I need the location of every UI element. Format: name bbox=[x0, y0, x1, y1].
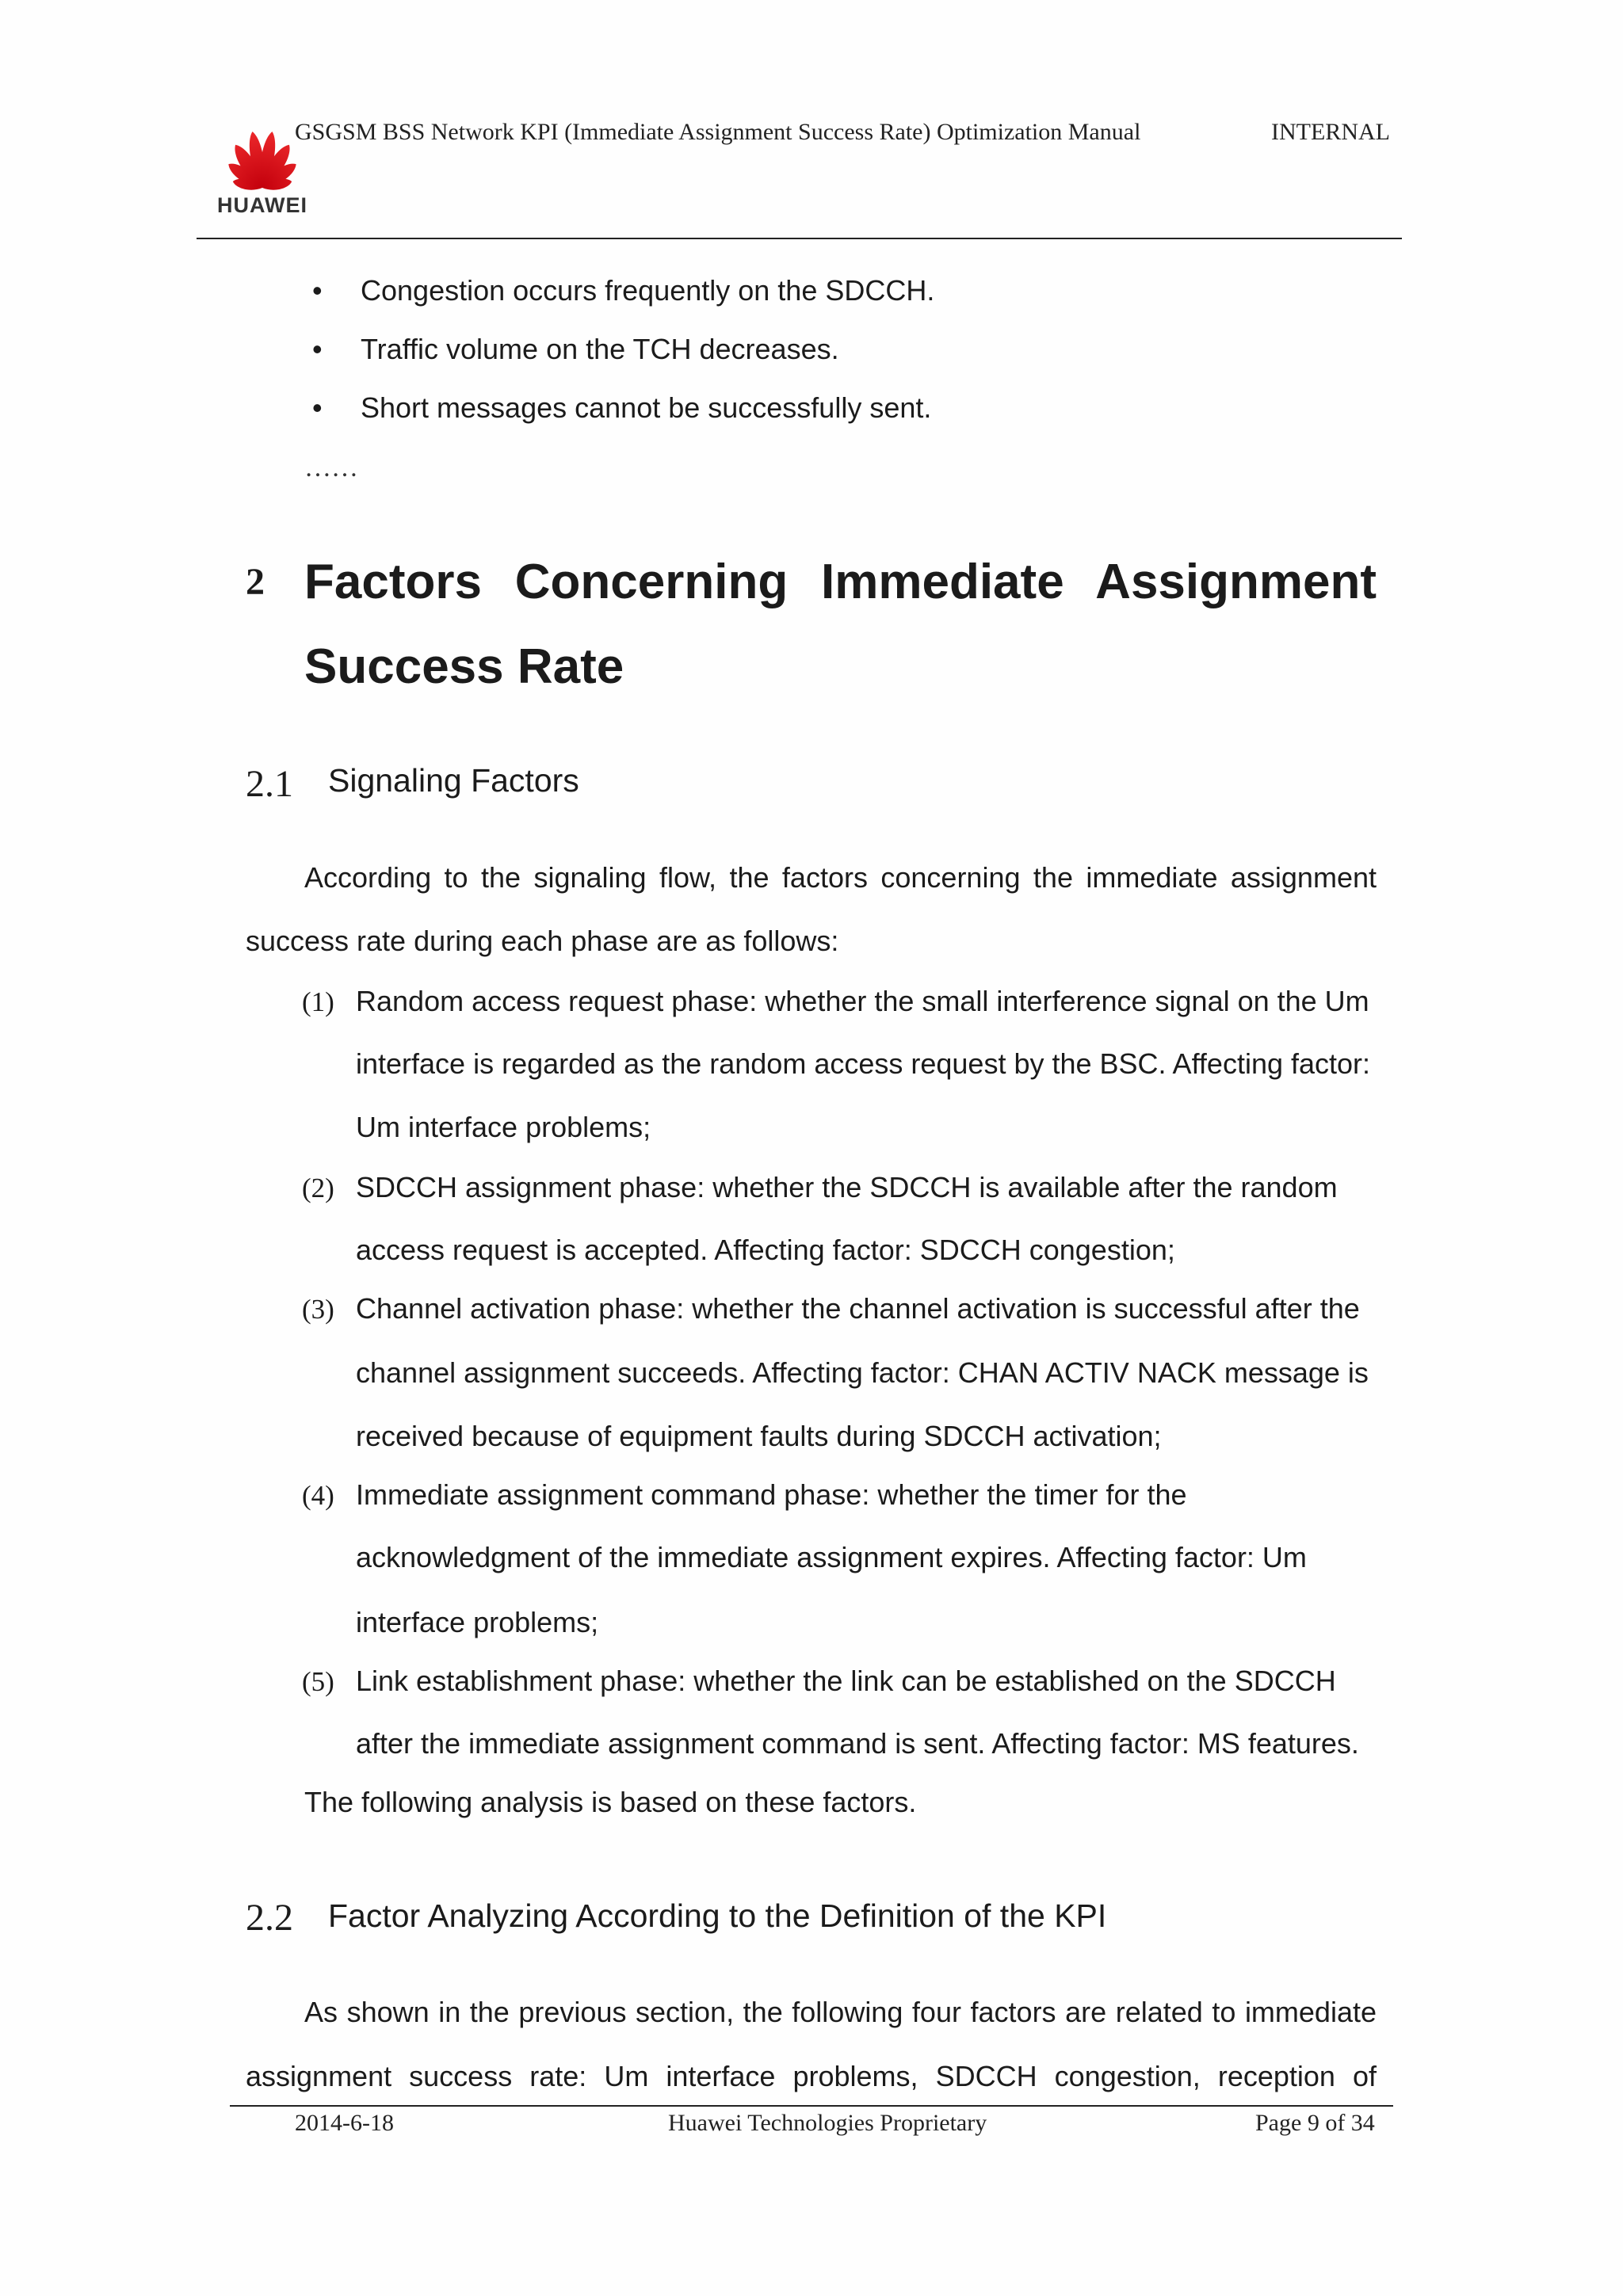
list-item-line: channel assignment succeeds. Affecting factor: CHAN ACTIV NACK message is bbox=[356, 1356, 1369, 1389]
list-item-line: access request is accepted. Affecting factor: SDCCH congestion; bbox=[356, 1234, 1175, 1266]
paragraph-line: success rate during each phase are as follows: bbox=[246, 925, 839, 957]
chapter-number: 2 bbox=[246, 561, 265, 603]
document-title: GSGSM BSS Network KPI (Immediate Assignment Success Rate) Optimization Manual bbox=[295, 119, 1141, 145]
footer-date: 2014-6-18 bbox=[295, 2110, 394, 2136]
paragraph-line: assignment success rate: Um interface problems, SDCCH congestion, reception of bbox=[246, 2060, 1377, 2092]
footer-rule bbox=[230, 2105, 1393, 2107]
closing-sentence: The following analysis is based on these factors. bbox=[304, 1786, 917, 1818]
section-number: 2.2 bbox=[246, 1897, 293, 1939]
footer-proprietary-note: Huawei Technologies Proprietary bbox=[668, 2110, 987, 2136]
bullet-item: Congestion occurs frequently on the SDCCH. bbox=[361, 274, 935, 307]
list-item-line: interface is regarded as the random access request by the BSC. Affecting factor: bbox=[356, 1047, 1371, 1080]
bullet-marker: • bbox=[312, 274, 323, 307]
list-item-line: received because of equipment faults during SDCCH activation; bbox=[356, 1420, 1162, 1452]
list-item-line: after the immediate assignment command is sent. Affecting factor: MS features. bbox=[356, 1727, 1359, 1760]
continuation-ellipsis: …… bbox=[304, 453, 358, 482]
header-rule bbox=[197, 238, 1402, 239]
logo-wordmark: HUAWEI bbox=[217, 193, 307, 217]
section-number: 2.1 bbox=[246, 763, 293, 805]
chapter-title-line: Factors Concerning Immediate Assignment bbox=[304, 555, 1377, 609]
chapter-title-line: Success Rate bbox=[304, 639, 624, 694]
bullet-item: Traffic volume on the TCH decreases. bbox=[361, 333, 839, 365]
list-item-line: Random access request phase: whether the small interference signal on the Um bbox=[356, 985, 1369, 1017]
paragraph-line: According to the signaling flow, the factors concerning the immediate assignment bbox=[304, 861, 1377, 894]
section-title: Factor Analyzing According to the Definition of the KPI bbox=[328, 1897, 1107, 1934]
list-marker: (2) bbox=[302, 1173, 334, 1203]
list-item-line: Um interface problems; bbox=[356, 1111, 651, 1143]
list-marker: (1) bbox=[302, 986, 334, 1017]
list-item-line: Immediate assignment command phase: whether the timer for the bbox=[356, 1478, 1187, 1511]
bullet-item: Short messages cannot be successfully sent. bbox=[361, 391, 932, 424]
list-marker: (3) bbox=[302, 1294, 334, 1325]
section-title: Signaling Factors bbox=[328, 762, 579, 799]
list-item-line: acknowledgment of the immediate assignment expires. Affecting factor: Um bbox=[356, 1541, 1307, 1573]
list-item-line: SDCCH assignment phase: whether the SDCCH is available after the random bbox=[356, 1171, 1338, 1203]
paragraph-line: As shown in the previous section, the following four factors are related to immediate bbox=[304, 1996, 1377, 2028]
page-number: Page 9 of 34 bbox=[1255, 2110, 1375, 2136]
list-item-line: interface problems; bbox=[356, 1606, 599, 1638]
bullet-marker: • bbox=[312, 333, 323, 365]
list-marker: (5) bbox=[302, 1666, 334, 1697]
list-item-line: Channel activation phase: whether the channel activation is successful after the bbox=[356, 1292, 1360, 1325]
list-marker: (4) bbox=[302, 1480, 334, 1511]
classification-label: INTERNAL bbox=[1271, 119, 1390, 145]
bullet-marker: • bbox=[312, 391, 323, 424]
list-item-line: Link establishment phase: whether the link can be established on the SDCCH bbox=[356, 1665, 1336, 1697]
